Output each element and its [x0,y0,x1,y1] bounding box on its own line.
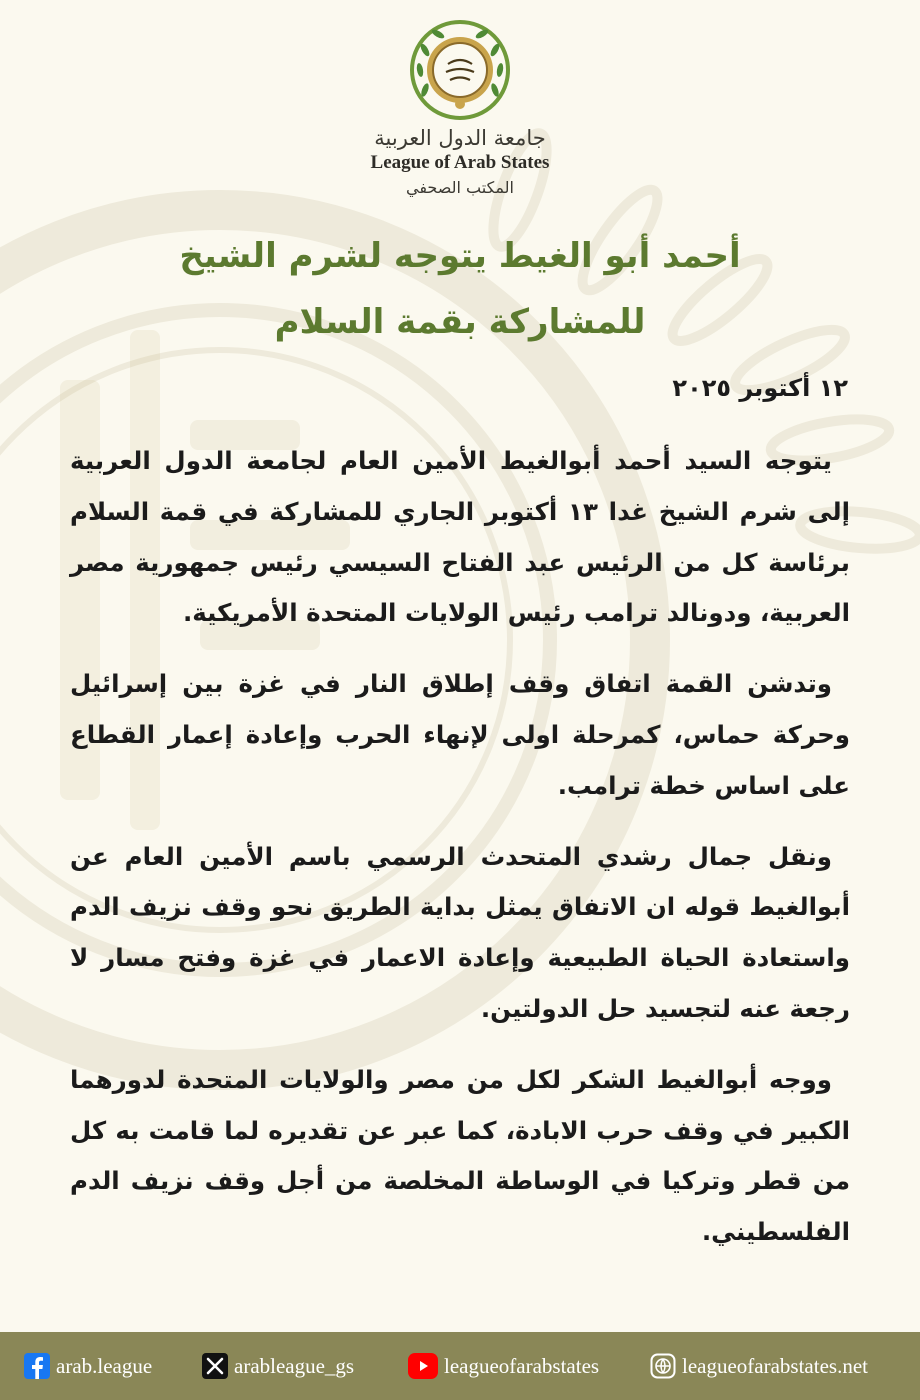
headline-line-2: للمشاركة بقمة السلام [274,302,646,342]
social-footer [0,1332,920,1400]
facebook-handle: arab.league [56,1353,153,1378]
headline-line-1: أحمد أبو الغيط يتوجه لشرم الشيخ [179,236,741,276]
globe-icon [650,1353,676,1379]
website-url: leagueofarabstates.net [682,1353,868,1378]
facebook-link[interactable] [24,1352,152,1380]
org-name-arabic: جامعة الدول العربية [374,126,546,150]
x-icon [202,1353,228,1379]
paragraph: وتدشن القمة اتفاق وقف إطلاق النار في غزة بين إسرائيل وحركة حماس، كمرحلة اولى لإنهاء الحرب وإعادة إعمار القطاع على اساس خطة ترامب. [70,669,850,800]
x-link[interactable] [202,1352,354,1380]
article-body [70,436,850,1278]
press-office-label: المكتب الصحفي [406,178,514,197]
youtube-link[interactable] [408,1352,599,1380]
release-date: ١٢ أكتوبر ٢٠٢٥ [672,374,848,402]
youtube-icon [408,1353,438,1379]
paragraph: يتوجه السيد أحمد أبوالغيط الأمين العام لجامعة الدول العربية إلى شرم الشيخ غدا ١٣ أكتوبر الجاري للمشاركة في قمة السلام برئاسة كل من الرئيس عبد الفتاح السيسي رئيس جمهورية مصر العربية، ودونالد ترامب رئيس الولايات المتحدة الأمريكية. [70,446,850,628]
facebook-icon [24,1353,50,1379]
youtube-handle: leagueofarabstates [444,1353,600,1378]
paragraph: ووجه أبوالغيط الشكر لكل من مصر والولايات المتحدة لدورهما الكبير في وقف حرب الابادة، كما عبر عن تقديره لما قامت به كل من قطر وتركيا في الوساطة المخلصة من أجل وقف نزيف الدم الفلسطيني. [70,1064,850,1247]
org-name-english: League of Arab States [370,152,550,173]
paragraph: ونقل جمال رشدي المتحدث الرسمي باسم الأمين العام عن أبوالغيط قوله ان الاتفاق يمثل بداية الطريق نحو وقف نزيف الدم واستعادة الحياة الطبيعية وإعادة الاعمار في غزة وفتح مسار لا رجعة عنه لتجسيد حل الدولتين. [70,841,850,1023]
league-emblem-icon [410,20,510,120]
x-handle: arableague_gs [234,1353,355,1378]
website-link[interactable] [650,1352,868,1380]
